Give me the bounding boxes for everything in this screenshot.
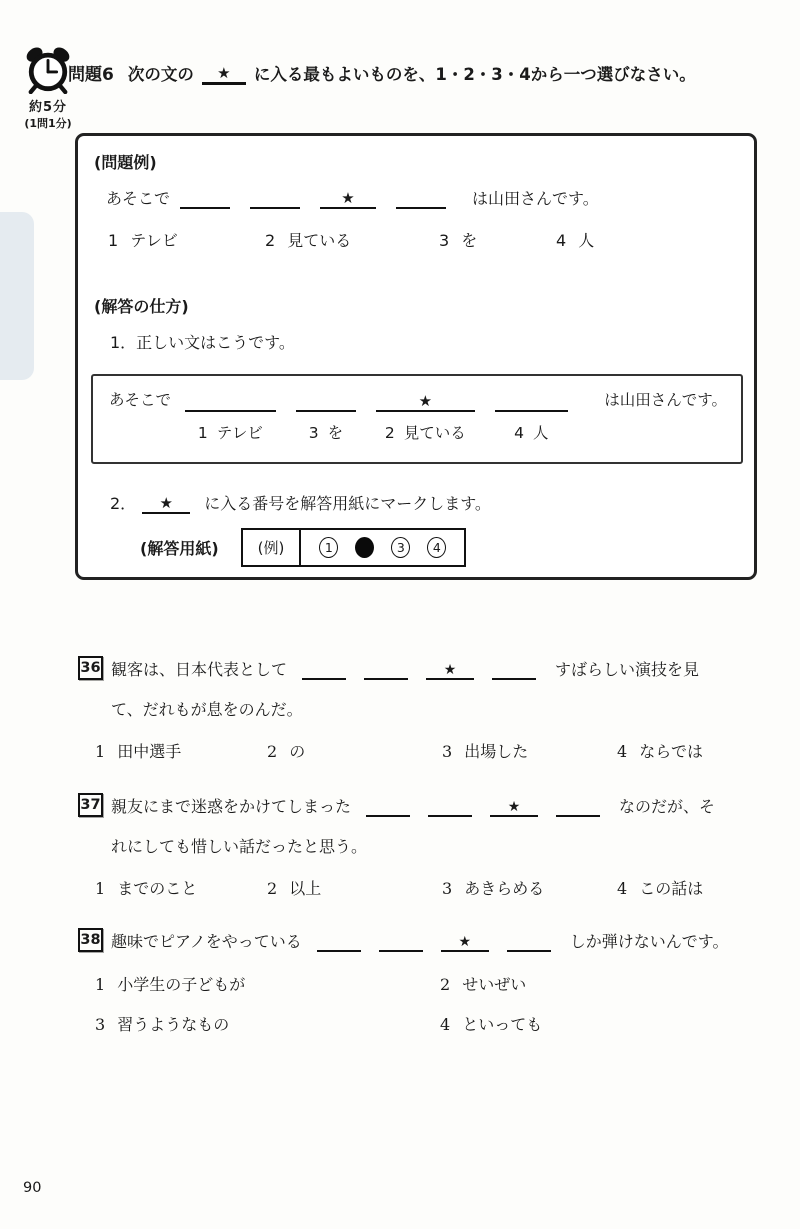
problem-number-label: 問題6: [68, 65, 114, 85]
blank-line-4: [556, 796, 600, 817]
star-blank: [320, 191, 376, 209]
timer-total: 約5分: [28, 100, 68, 115]
blank-line-4: [507, 931, 551, 952]
star-icon: ★: [443, 662, 457, 679]
options-grid: [95, 972, 770, 1035]
book-section-edge-tab: [0, 212, 34, 380]
answer-sheet-marks: [301, 530, 464, 565]
star-icon: ★: [507, 799, 521, 816]
star-blank: [490, 800, 538, 817]
option-3: 3 あきらめる: [442, 879, 545, 898]
option-3: 3 出場した: [442, 742, 529, 761]
instruction-post: に入る最もよいものを、1・2・3・4から一つ選びなさい。: [253, 65, 696, 84]
option-1: 1 田中選手: [95, 742, 182, 761]
question-sentence-line2: れにしても惜しい話だったと思う。: [111, 837, 368, 856]
time-allowance: [16, 46, 80, 131]
option-1: 1 テレビ: [108, 231, 178, 250]
solution-slot-1: 1 テレビ: [185, 388, 276, 443]
question-sentence-line2: て、だれもが息をのんだ。: [111, 700, 303, 719]
solution-box: [91, 374, 743, 464]
option-4: 4 といっても: [440, 1015, 543, 1034]
question-38: [78, 927, 770, 1035]
sentence-pre: あそこで: [106, 189, 171, 208]
blank-line-2: [364, 659, 408, 680]
option-2: 2 せいぜい: [440, 975, 527, 994]
option-3: 3 を: [439, 231, 478, 250]
star-icon: ★: [217, 64, 231, 83]
question-37: [78, 792, 770, 899]
blank-line: [495, 388, 569, 412]
option-4: 4 この話は: [617, 879, 704, 898]
blank-line: [296, 388, 356, 412]
blank-line-2: [428, 796, 472, 817]
mark-circle-1: 1: [319, 537, 338, 558]
star-blank: [426, 663, 474, 680]
star-icon: ★: [458, 934, 472, 951]
example-title: (問題例): [94, 153, 157, 172]
option-1: 1 までのこと: [95, 879, 198, 898]
howto-title: (解答の仕方): [94, 297, 189, 316]
blank-line-1: [302, 659, 346, 680]
step2-number: 2．: [110, 494, 137, 513]
sentence-post: は山田さんです。: [472, 189, 599, 208]
options-row: [95, 876, 770, 899]
blank-line-4: [492, 659, 536, 680]
blank-line-2: [379, 931, 423, 952]
star-blank: [202, 66, 246, 85]
star-blank: [142, 496, 190, 514]
blank-line: [185, 388, 276, 412]
solution-slot-3-star: ★ 2 見ている: [376, 388, 474, 443]
howto-step2: [110, 491, 491, 514]
answer-sheet-example-cell: (例): [243, 530, 302, 565]
option-2: 2 見ている: [265, 231, 352, 250]
question-sentence: 37 親友にまで迷惑をかけてしまった ★ なのだが、そ: [78, 792, 770, 817]
blank-line-1: [366, 796, 410, 817]
timer-per-question: (1問1分): [24, 117, 72, 130]
options-row: [95, 739, 770, 762]
answer-sheet-label: (解答用紙): [140, 539, 219, 558]
solution-slot-4: 4 人: [495, 388, 569, 443]
option-2: 2 の: [267, 742, 306, 761]
option-1: 1 小学生の子どもが: [95, 975, 246, 994]
solution-slot-2: 3 を: [296, 388, 356, 443]
example-sentence: [106, 186, 599, 209]
blank-line-1: [317, 931, 361, 952]
star-icon: ★: [341, 189, 355, 208]
option-4: 4 ならでは: [617, 742, 704, 761]
answer-sheet-box: [241, 528, 467, 567]
page-number: 90: [23, 1180, 42, 1196]
solution-sentence: [109, 388, 727, 443]
sentence-pre: あそこで: [109, 391, 172, 409]
mark-circle-2-filled: [355, 537, 374, 558]
blank-line-1: [180, 188, 230, 209]
mark-circle-4: 4: [427, 537, 446, 558]
blank-line-4: [396, 188, 446, 209]
instruction-pre: 次の文の: [127, 65, 194, 84]
option-2: 2 以上: [267, 879, 322, 898]
sentence-post: は山田さんです。: [604, 391, 727, 409]
step2-text: に入る番号を解答用紙にマークします。: [204, 494, 491, 513]
question-sentence: 38 趣味でピアノをやっている ★ しか弾けないんです。: [78, 927, 770, 952]
answer-sheet-row: [140, 528, 466, 567]
question-number-box: 38: [78, 928, 103, 952]
option-4: 4 人: [556, 231, 595, 250]
blank-line-2: [250, 188, 300, 209]
example-options-row: [108, 228, 738, 251]
question-sentence: 36 観客は、日本代表として ★ すばらしい演技を見: [78, 655, 770, 680]
howto-step1: 1．正しい文はこうです。: [110, 333, 295, 352]
star-icon: ★: [376, 388, 474, 412]
star-icon: ★: [159, 494, 173, 513]
question-number-box: 36: [78, 656, 103, 680]
example-box: [75, 133, 757, 580]
section-title: [68, 60, 696, 85]
star-blank: [441, 935, 489, 952]
question-number-box: 37: [78, 793, 103, 817]
question-36: [78, 655, 770, 762]
mark-circle-3: 3: [391, 537, 410, 558]
option-3: 3 習うようなもの: [95, 1015, 230, 1034]
